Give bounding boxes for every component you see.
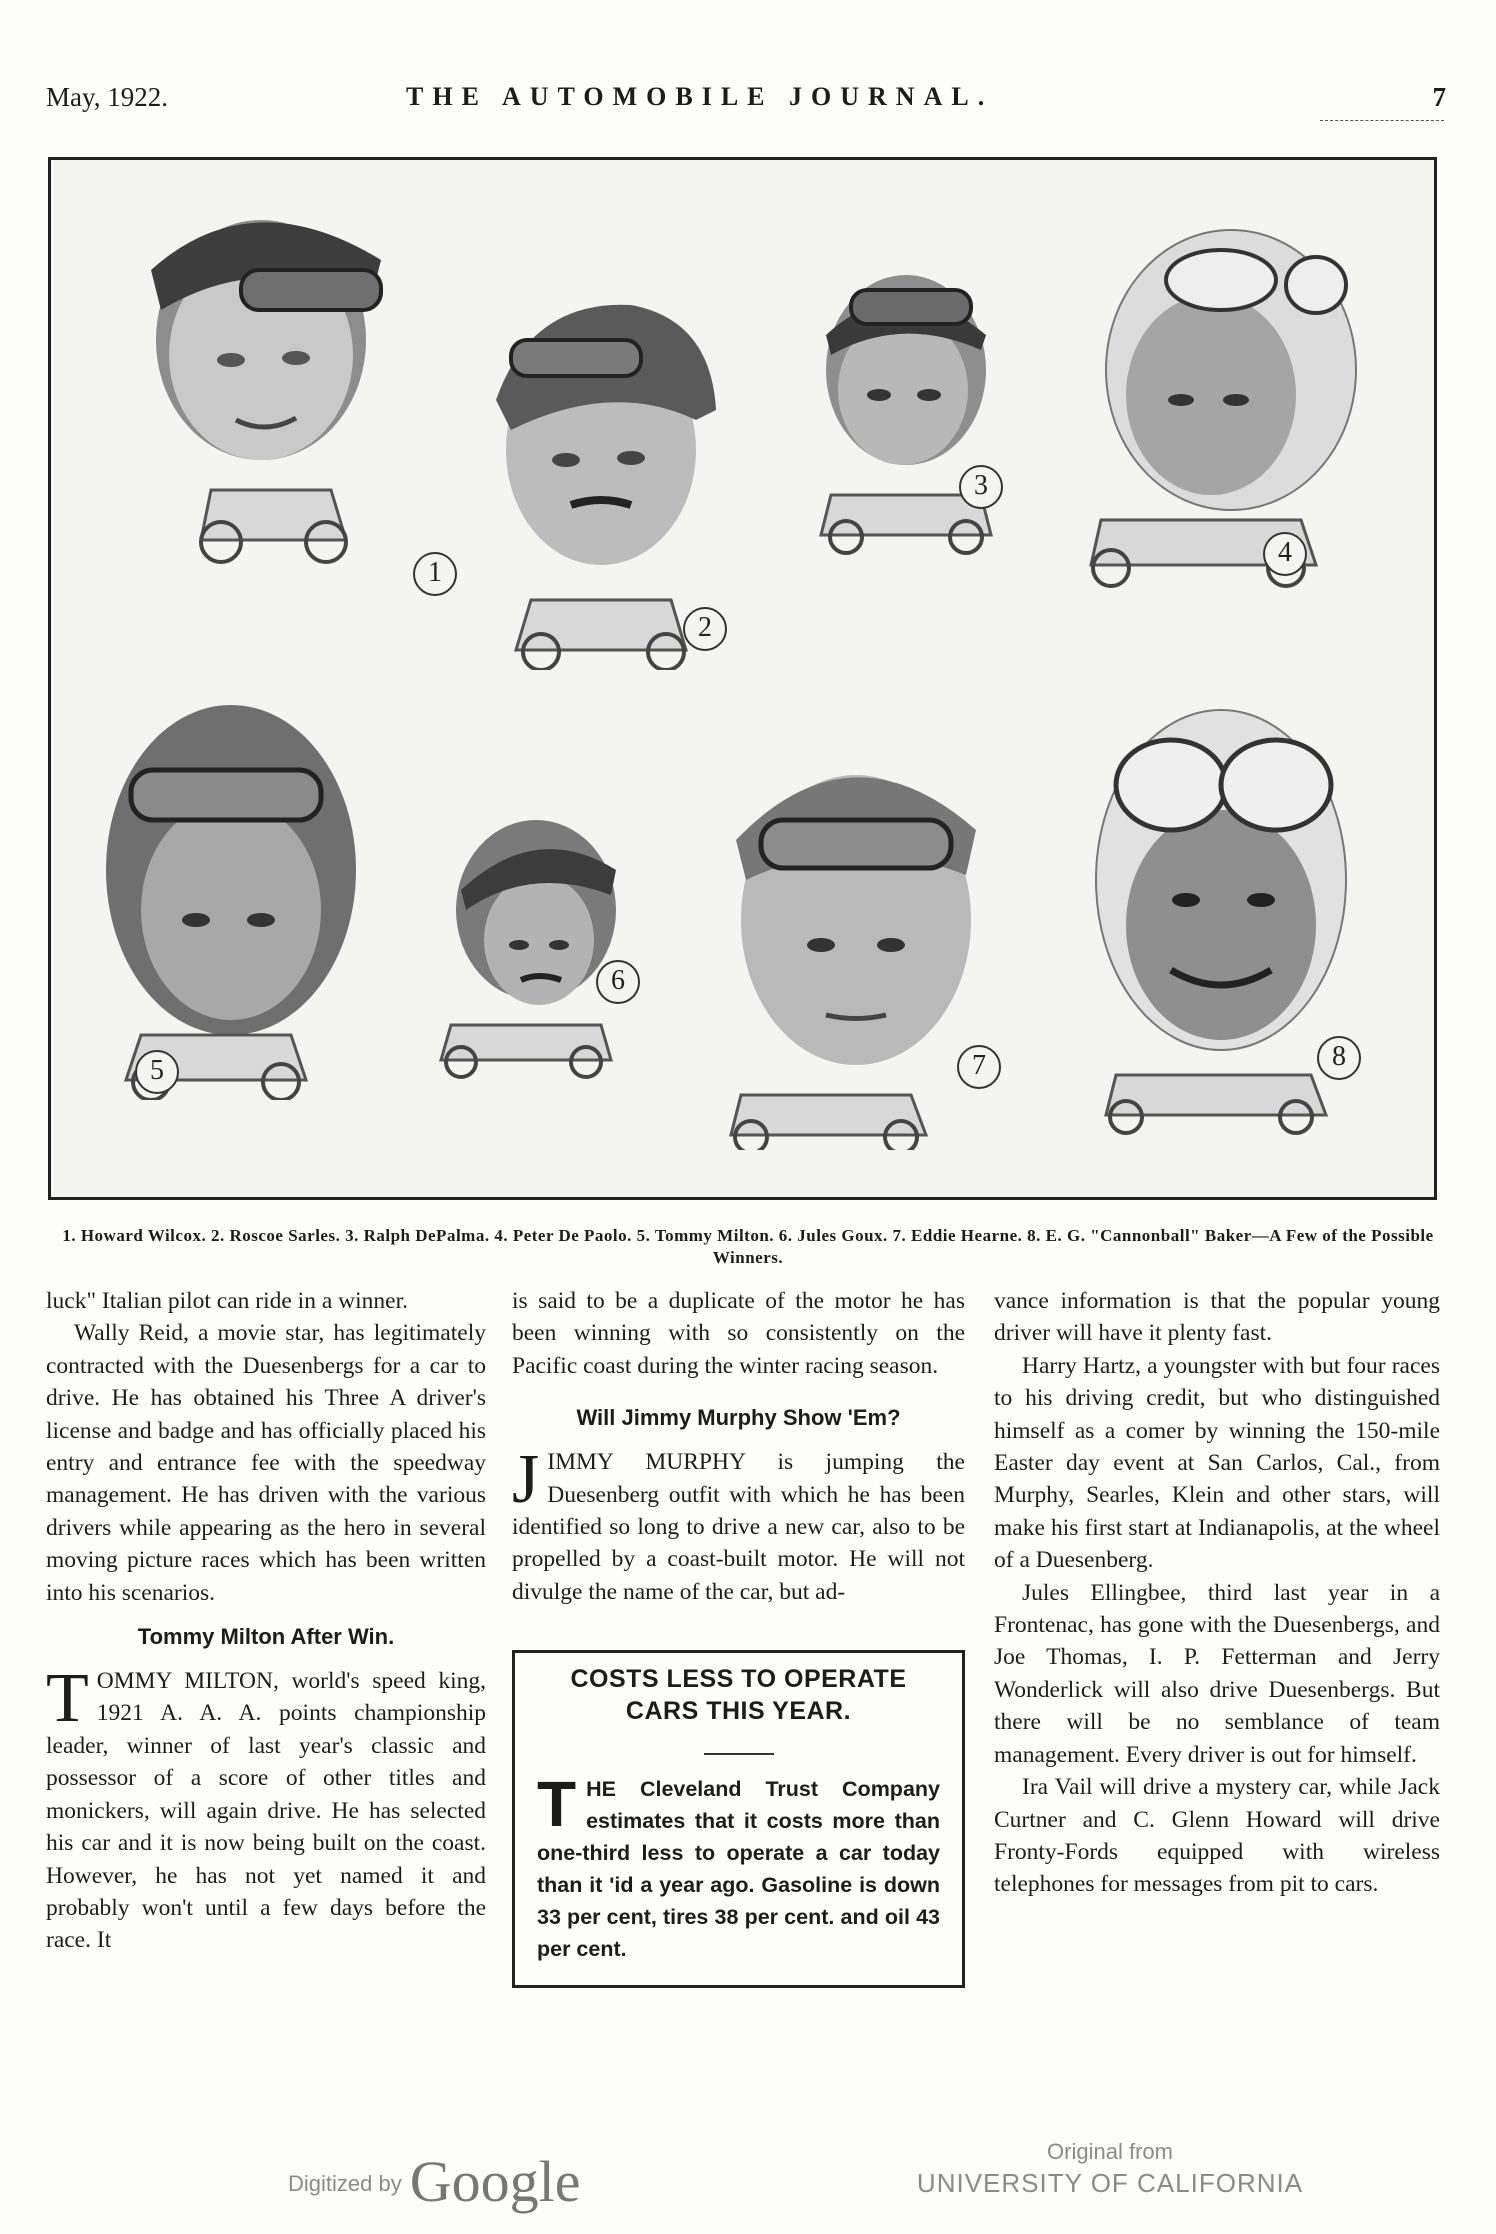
article-column-1 (46, 1285, 486, 1957)
paragraph-text: OMMY MILTON, world's speed king, 1921 A. A. A. points championship leader, winner of last year's classic and possessor of a score of other titles and monickers, will again drive. He has selected his car and it is now being built on the coast. However, he has not yet named it and probably won't until a few days before the race. It (46, 1668, 486, 1954)
subheading: Tommy Milton After Win. (137, 1624, 395, 1650)
drop-cap: T (46, 1660, 89, 1738)
badge-1: 1 (413, 552, 457, 596)
paragraph: Wally Reid, a movie star, has legitimately contracted with the Duesenbergs for a car to drive. He has obtained his Three A driver's license and badge and has officially placed his entry and entrance fee with the speedway management. He has driven with the various drivers while appearing as the hero in several moving picture races which has been written into his scenarios. (46, 1320, 486, 1606)
badge-2: 2 (683, 607, 727, 651)
badge-7: 7 (957, 1045, 1001, 1089)
article-column-2 (512, 1285, 965, 1988)
badge-8: 8 (1317, 1036, 1361, 1080)
portrait-7 (711, 730, 1001, 1150)
badge-3: 3 (959, 465, 1003, 509)
paragraph: vance information is that the popular young driver will have it plenty fast. (994, 1288, 1440, 1347)
box-title: COSTS LESS TO OPERATE CARS THIS YEAR. (570, 1665, 907, 1726)
article-column-3 (994, 1285, 1440, 1901)
paragraph-text: IMMY MURPHY is jumping the Duesenberg outfit with which he has been identified so long to drive a new car, also to be propelled by a coast-built motor. He will not divulge the name of the car, but ad- (512, 1449, 965, 1605)
paragraph: Jules Ellingbee, third last year in a Frontenac, has gone with the Duesenbergs, and Joe Thomas, I. P. Fetterman and Jerry Wonderlick will also drive Duesenbergs. But there will be no semblance of team management. Every driver is out for himself. (994, 1579, 1440, 1768)
portrait-4 (1071, 220, 1371, 590)
university-label: UNIVERSITY OF CALIFORNIA (916, 2168, 1304, 2198)
digitized-by-label: Digitized by (288, 2171, 402, 2196)
paragraph: is said to be a duplicate of the motor he has been winning with so consistently on the Pacific coast during the winter racing season. (512, 1288, 965, 1379)
driver-portraits-photo (48, 157, 1437, 1200)
page-number: 7 (1432, 82, 1446, 112)
subheading: Will Jimmy Murphy Show 'Em? (576, 1405, 901, 1431)
box-paragraph (537, 1768, 940, 1965)
paragraph: Ira Vail will drive a mystery car, while Jack Curtner and C. Glenn Howard will drive Fronty-Fords equipped with wireless telephones for messages from pit to cars. (994, 1774, 1440, 1898)
box-text: HE Cleveland Trust Company estimates that it costs more than one-third less to operate a car today than it 'id a year ago. Gasoline is down 33 per cent, tires 38 per cent. and oil 43 per cent. (537, 1777, 940, 1962)
photo-caption: 1. Howard Wilcox. 2. Roscoe Sarles. 3. Ralph DePalma. 4. Peter De Paolo. 5. Tommy Milton. 6. Jules Goux. 7. Eddie Hearne. 8. E. G. "Cannonball" Baker—A Few of the Possible Winners. (62, 1226, 1434, 1267)
portrait-5 (81, 680, 371, 1100)
digitized-by-watermark (288, 2148, 580, 2215)
header-rule (1320, 120, 1444, 121)
badge-4: 4 (1263, 532, 1307, 576)
paragraph: Harry Hartz, a youngster with but four races to his driving credit, but who distinguished himself as a comer by winning the 150-mile Easter day event at San Carlos, Cal., from Murphy, Searles, Klein and other stars, will make his first start at Indianapolis, at the wheel of a Duesenberg. (994, 1352, 1440, 1574)
portrait-1 (131, 190, 401, 570)
paragraph (512, 1441, 965, 1608)
box-divider (704, 1753, 774, 1755)
google-logo: Google (409, 2149, 581, 2214)
portrait-6 (421, 800, 651, 1080)
paragraph (46, 1660, 486, 1957)
paragraph: luck" Italian pilot can ride in a winner. (46, 1288, 408, 1314)
drop-cap: T (537, 1768, 577, 1841)
original-from-label: Original from (1047, 2139, 1173, 2164)
badge-6: 6 (596, 960, 640, 1004)
badge-5: 5 (135, 1050, 179, 1094)
page-header (46, 82, 1446, 122)
original-source-watermark (900, 2138, 1320, 2200)
sidebar-box (512, 1650, 965, 1988)
portrait-3 (791, 255, 1021, 555)
issue-date: May, 1922. (46, 82, 168, 112)
journal-title: THE AUTOMOBILE JOURNAL. (406, 82, 994, 111)
drop-cap: J (512, 1441, 540, 1519)
